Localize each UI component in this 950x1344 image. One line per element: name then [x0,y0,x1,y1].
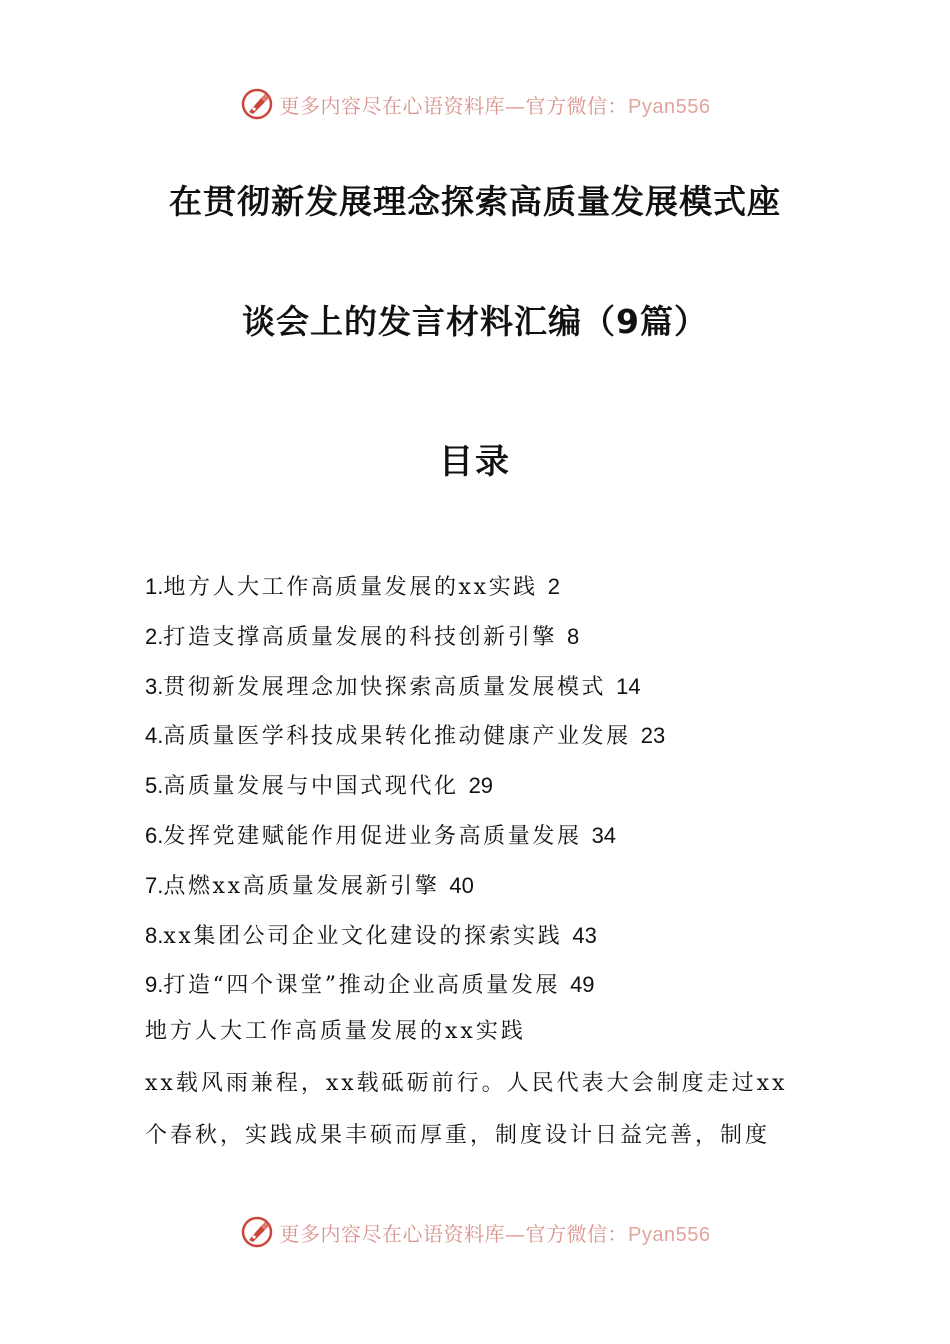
document-title-line-1: 在贯彻新发展理念探索高质量发展模式座 [169,182,781,221]
toc-item-page: 29 [468,773,494,799]
header-watermark [0,84,950,124]
toc-item-title: 打造“四个课堂”推动企业高质量发展 [163,973,561,999]
pen-nib-logo-icon [240,1215,274,1249]
toc-item-page: 23 [640,723,666,749]
pen-nib-logo-icon [240,87,274,121]
toc-item-title: 高质量发展与中国式现代化 [163,774,459,800]
toc-item-number: 5. [145,773,164,799]
toc-item-title: 发挥党建赋能作用促进业务高质量发展 [163,823,582,849]
toc-item[interactable] [145,717,665,767]
toc-item-number: 2. [145,623,164,649]
toc-item-number: 9. [145,972,164,998]
toc-item[interactable] [145,618,665,668]
toc-item-page: 40 [449,872,474,898]
section-title: 地方人大工作高质量发展的xx实践 [145,1019,526,1044]
body-paragraph-line: xx载风雨兼程，xx载砥砺前行。人民代表大会制度走过xx [145,1071,788,1096]
watermark-text: 更多内容尽在心语资料库—官方微信：Pyan556 [279,93,711,118]
toc-item-title: 打造支撑高质量发展的科技创新引擎 [163,624,557,650]
toc-item[interactable] [145,917,665,967]
toc-item[interactable] [145,767,665,817]
watermark-id: Pyan556 [628,1223,711,1246]
body-paragraph-line: 个春秋，实践成果丰硕而厚重，制度设计日益完善，制度 [145,1123,771,1148]
toc-item-page: 8 [566,623,580,649]
toc-item-number: 1. [145,574,164,599]
toc-item[interactable] [145,966,665,1016]
toc-item-title: 高质量医学科技成果转化推动健康产业发展 [163,724,631,750]
table-of-contents [145,568,665,1016]
toc-heading: 目录 [439,442,511,482]
watermark-text: 更多内容尽在心语资料库—官方微信：Pyan556 [279,1221,711,1246]
toc-item-number: 3. [145,673,164,699]
toc-item[interactable] [145,867,665,917]
toc-item-title: 贯彻新发展理念加快探索高质量发展模式 [163,674,607,700]
toc-item-page: 34 [591,822,617,848]
toc-item-page: 2 [547,574,561,599]
toc-item[interactable] [145,568,665,618]
toc-item-page: 43 [572,922,597,948]
toc-item-number: 7. [145,872,164,898]
toc-item[interactable] [145,668,665,718]
toc-item-page: 49 [570,972,595,998]
toc-item-number: 8. [145,922,164,948]
toc-item-number: 6. [145,822,164,848]
toc-item-page: 14 [616,673,641,699]
footer-watermark [0,1212,950,1252]
document-title-line-2: 谈会上的发言材料汇编（9篇） [242,302,708,341]
watermark-id: Pyan556 [628,95,711,118]
toc-item-title: 点燃xx高质量发展新引擎 [163,873,440,899]
toc-item-title: 地方人大工作高质量发展的xx实践 [163,575,538,600]
toc-item[interactable] [145,817,665,867]
toc-item-title: xx集团公司企业文化建设的探索实践 [163,923,563,949]
toc-item-number: 4. [145,723,164,749]
